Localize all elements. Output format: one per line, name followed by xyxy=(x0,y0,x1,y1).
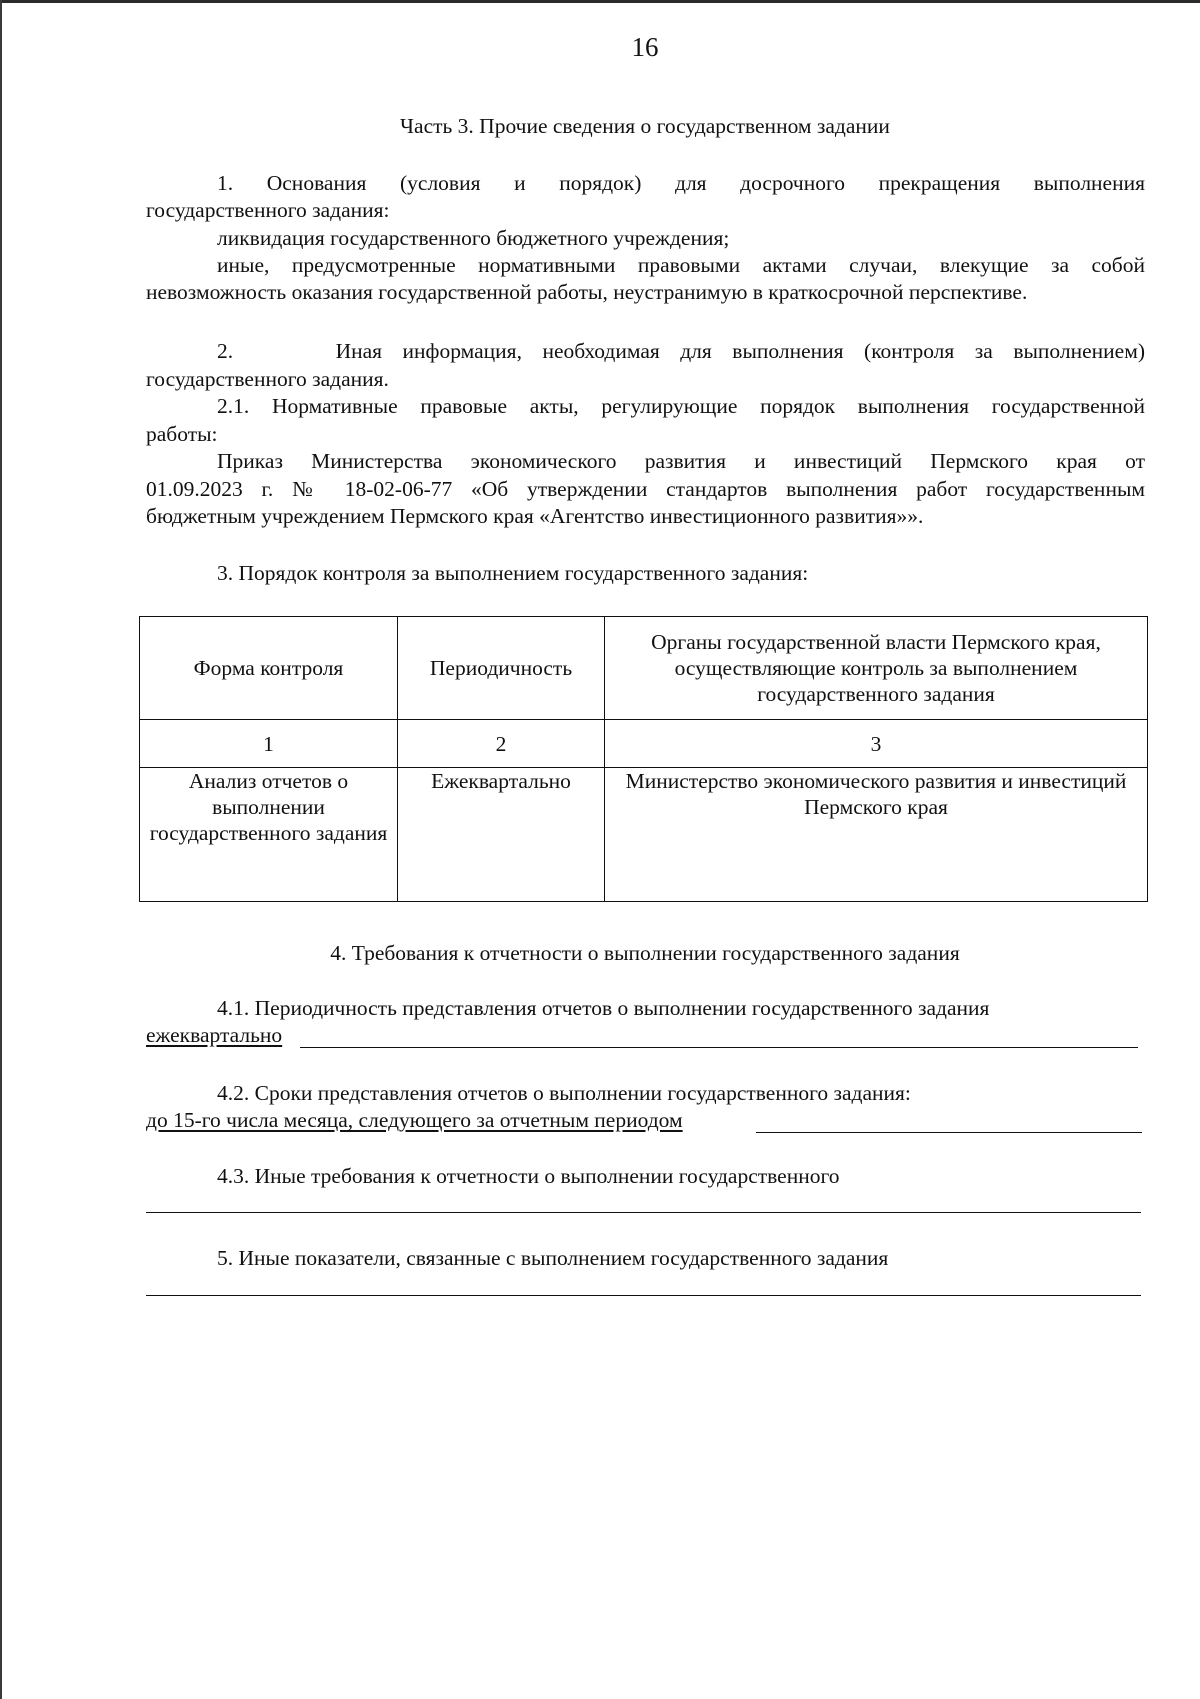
section4-1-line1: 4.1. Периодичность представления отчетов о выполнении государственного задания xyxy=(217,996,990,1020)
cell-control-form: Анализ отчетов о выполнении государственного задания xyxy=(140,768,398,902)
table-number-row xyxy=(140,720,1148,768)
section4-1-value-line xyxy=(146,1022,1145,1049)
section2-act-line2: 01.09.2023 г. № 18-02-06-77 «Об утверждении стандартов выполнения работ государственным xyxy=(146,477,1145,501)
header-periodicity: Периодичность xyxy=(398,617,605,720)
scan-edge-top xyxy=(0,0,1200,3)
section4-title: 4. Требования к отчетности о выполнении государственного задания xyxy=(330,941,960,965)
header-control-form: Форма контроля xyxy=(140,617,398,720)
section4-1-value: ежеквартально xyxy=(146,1023,283,1047)
cell-periodicity: Ежеквартально xyxy=(398,768,605,902)
section2-heading-line1: 2. Иная информация, необходимая для выполнения (контроля за выполнением) xyxy=(217,339,1145,363)
section4-3-line1: 4.3. Иные требования к отчетности о выполнении государственного xyxy=(217,1164,840,1188)
section2-act-line1: Приказ Министерства экономического развития и инвестиций Пермского края от xyxy=(217,449,1145,473)
column-number-1: 1 xyxy=(140,720,398,768)
table-header-row xyxy=(140,617,1148,720)
part-title: Часть 3. Прочие сведения о государственном задании xyxy=(400,114,890,138)
column-number-3: 3 xyxy=(605,720,1148,768)
section4-3-blank-line xyxy=(146,1212,1141,1213)
section5-blank-line xyxy=(146,1295,1141,1296)
page-number: 16 xyxy=(631,32,659,62)
section1-heading-line1: 1. Основания (условия и порядок) для досрочного прекращения выполнения xyxy=(217,171,1145,195)
header-authorities: Органы государственной власти Пермского края, осуществляющие контроль за выполнением государственного задания xyxy=(605,617,1148,720)
section1-item2-line2: невозможность оказания государственной работы, неустранимую в краткосрочной перспективе. xyxy=(146,280,1028,304)
section1-item2-line1: иные, предусмотренные нормативными правовыми актами случаи, влекущие за собой xyxy=(217,253,1145,277)
column-number-2: 2 xyxy=(398,720,605,768)
section5-title: 5. Иные показатели, связанные с выполнением государственного задания xyxy=(217,1246,889,1270)
section4-2-fill-line xyxy=(756,1132,1142,1133)
section2-1-line1: 2.1. Нормативные правовые акты, регулирующие порядок выполнения государственной xyxy=(217,394,1145,418)
section2-heading-line2: государственного задания. xyxy=(146,367,389,391)
section4-2-line1: 4.2. Сроки представления отчетов о выполнении государственного задания: xyxy=(217,1081,911,1105)
control-table xyxy=(139,616,1148,902)
table-row xyxy=(140,768,1148,902)
section1-item1: ликвидация государственного бюджетного учреждения; xyxy=(217,226,730,250)
scan-edge-left xyxy=(0,0,2,1699)
section4-2-value: до 15-го числа месяца, следующего за отчетным периодом xyxy=(146,1108,683,1132)
section2-1-line2: работы: xyxy=(146,422,218,446)
section4-2-value-line xyxy=(146,1107,1145,1134)
section1-heading-line2: государственного задания: xyxy=(146,198,390,222)
section2-act-line3: бюджетным учреждением Пермского края «Агентство инвестиционного развития»». xyxy=(146,504,924,528)
cell-authority: Министерство экономического развития и инвестиций Пермского края xyxy=(605,768,1148,902)
section3-title: 3. Порядок контроля за выполнением государственного задания: xyxy=(217,561,809,585)
section4-1-fill-line xyxy=(300,1047,1138,1048)
